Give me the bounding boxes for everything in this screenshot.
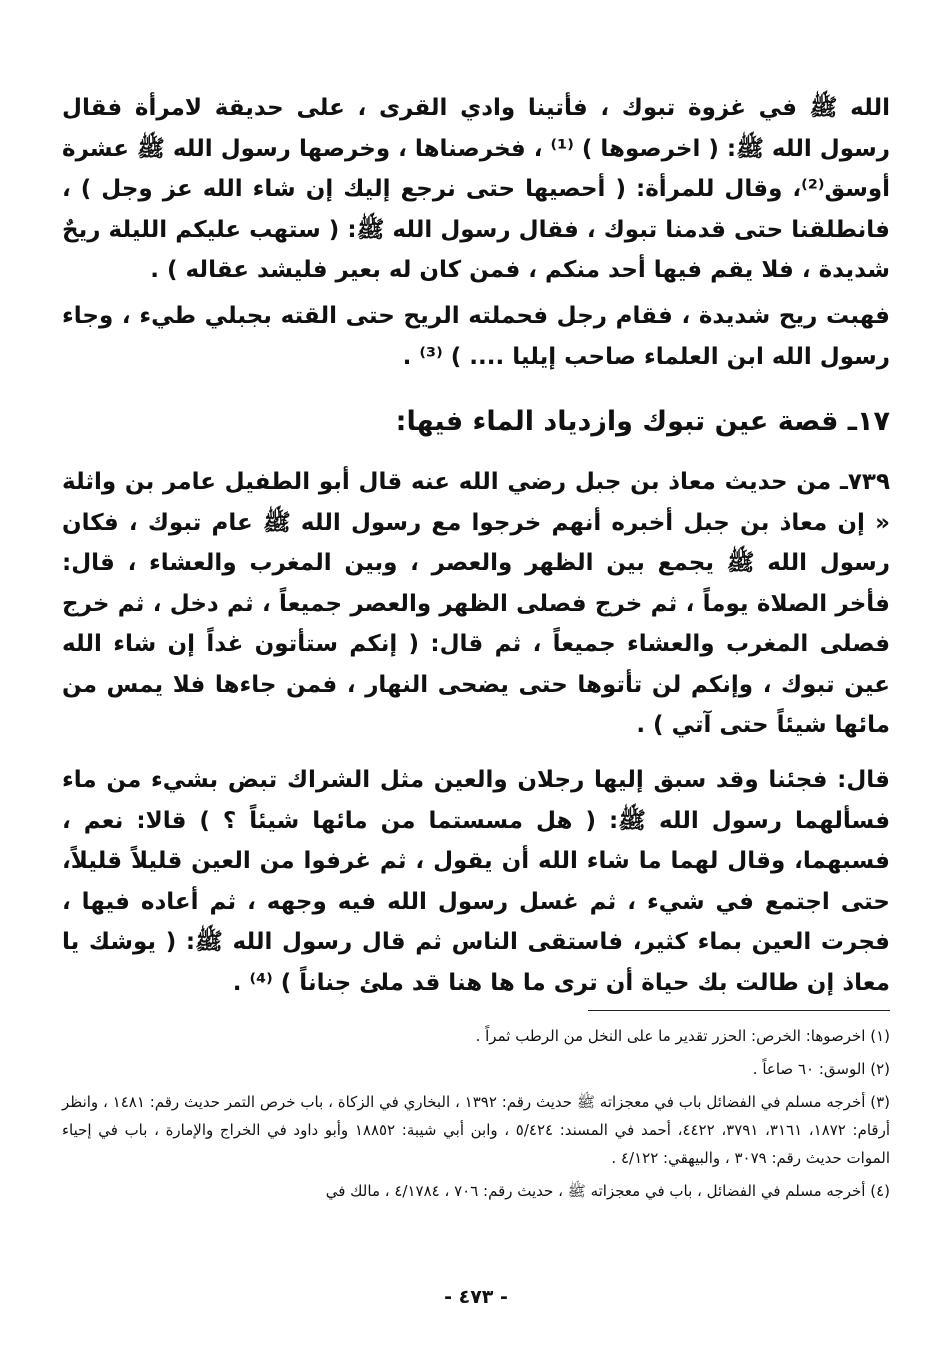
- footnotes: [62, 1022, 890, 1210]
- page-number: - ٤٧٣ -: [444, 1286, 508, 1308]
- footnote-4: (٤) أخرجه مسلم في الفضائل ، باب في معجزاته ﷺ ، حديث رقم: ٧٠٦ ، ٤/١٧٨٤ ، مالك في: [325, 1182, 890, 1200]
- paragraph-wind-story: فهبت ريح شديدة ، فقام رجل فحملته الريح حتى القته بجبلي طيء ، وجاء رسول الله ابن العلماء صاحب إيليا .... ) ⁽³⁾ .: [62, 303, 890, 370]
- book-page: [62, 78, 890, 1318]
- paragraph-spring-story: قال: فجئنا وقد سبق إليها رجلان والعين مثل الشراك تبض بشيء من ماء فسألهما رسول الله ﷺ: ( هل مسستما من مائها شيئاً ؟ ) قالا: نعم ، فسبهما، وقال لهما ما شاء الله أن يقول ، ثم غرفوا من العين قليلاً قليلاً، حتى اجتمع في شيء ، ثم غسل رسول الله فيه وجهه ، ثم أعاده فيها ، فجرت العين بماء كثير، فاستقى الناس ثم قال رسول الله ﷺ: ( يوشك يا معاذ إن طالت بك حياة أن ترى ما ها هنا قد ملئ جناناً ) ⁽⁴⁾ .: [62, 767, 890, 996]
- footnote-1: (١) اخرصوها: الخرص: الحزر تقدير ما على النخل من الرطب ثمراً .: [475, 1027, 890, 1045]
- footnote-separator: [588, 1010, 890, 1011]
- paragraph-hadith-continuation: الله ﷺ في غزوة تبوك ، فأتينا وادي القرى ، على حديقة لامرأة فقال رسول الله ﷺ: ( اخرصوها ) ⁽¹⁾ ، فخرصناها ، وخرصها رسول الله ﷺ عشرة أوسق⁽²⁾، وقال للمرأة: ( أحصيها حتى نرجع إليك إن شاء الله عز وجل ) ، فانطلقنا حتى قدمنا تبوك ، فقال رسول الله ﷺ: ( ستهب عليكم الليلة ريحٌ شديدة ، فلا يقم فيها أحد منكم ، فمن كان له بعير فليشد عقاله ) .: [62, 95, 890, 283]
- footnote-3: (٣) أخرجه مسلم في الفضائل باب في معجزاته ﷺ حديث رقم: ١٣٩٢ ، البخاري في الزكاة ، باب خرص التمر حديث رقم: ١٤٨١ ، وانظر أرقام: ١٨٧٢، ٣١٦١، ٣٧٩١، ٤٤٢٢، أحمد في المسند: ٥/٤٢٤ ، وابن أبي شيبة: ١٨٨٥٢ وأبو داود في الخراج والإمارة ، باب في إحياء الموات حديث رقم: ٣٠٧٩ ، والبيهقي: ٤/١٢٢ .: [62, 1093, 891, 1167]
- footnote-2: (٢) الوسق: ٦٠ صاعاً .: [752, 1060, 890, 1078]
- paragraph-hadith-739: ٧٣٩ـ من حديث معاذ بن جبل رضي الله عنه قال أبو الطفيل عامر بن واثلة « إن معاذ بن جبل أخبره أنهم خرجوا مع رسول الله ﷺ عام تبوك ، فكان رسول الله ﷺ يجمع بين الظهر والعصر ، وبين المغرب والعشاء ، قال: فأخر الصلاة يوماً ، ثم خرج فصلى الظهر والعصر جميعاً ، ثم دخل ، ثم خرج فصلى المغرب والعشاء جميعاً ، ثم قال: ( إنكم ستأتون غداً إن شاء الله عين تبوك ، وإنكم لن تأتوها حتى يضحى النهار ، فمن جاءها فلا يمس من مائها شيئاً حتى آتي ) .: [62, 469, 890, 738]
- section-heading: ١٧ـ قصة عين تبوك وازدياد الماء فيها:: [395, 406, 890, 437]
